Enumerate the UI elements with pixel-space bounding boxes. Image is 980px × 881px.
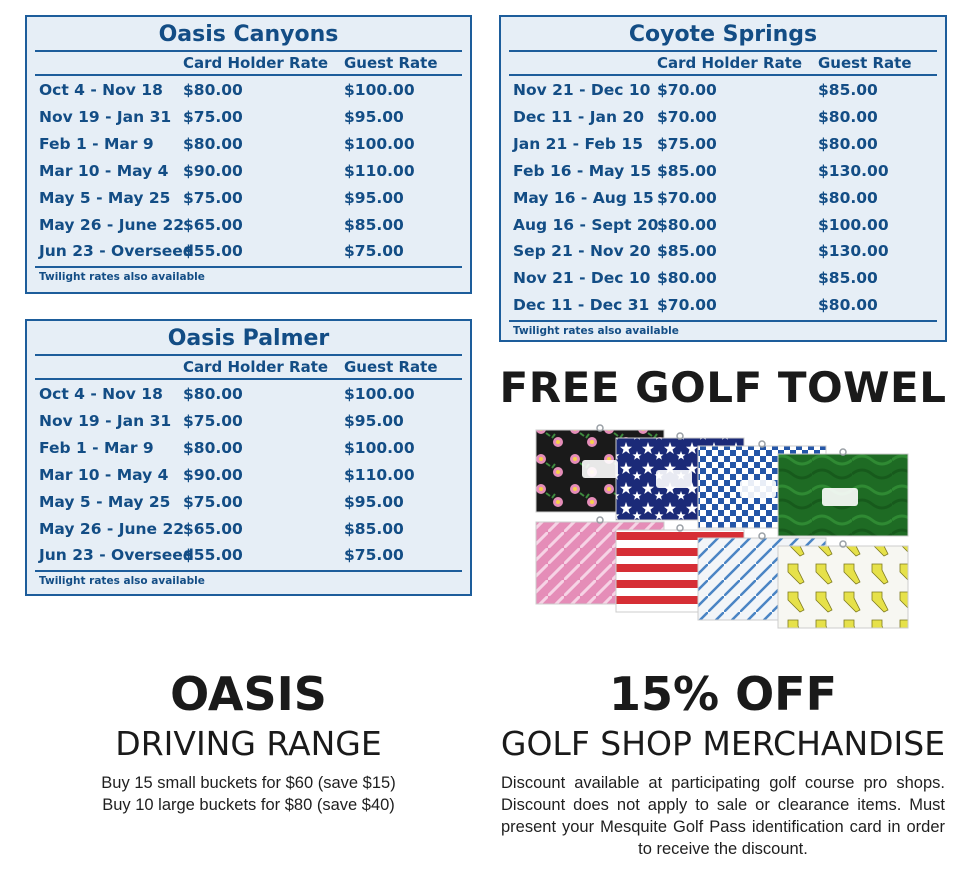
row-guest-rate: $85.00 bbox=[344, 519, 404, 538]
row-dates: May 26 - June 22 bbox=[39, 215, 185, 234]
table-row bbox=[509, 131, 937, 158]
small-bucket-offer: Buy 15 small buckets for $60 (save $15) bbox=[101, 774, 396, 792]
table-row bbox=[35, 435, 462, 462]
free-towel-heading: FREE GOLF TOWEL bbox=[499, 363, 947, 412]
table-row bbox=[509, 292, 937, 319]
row-dates: Oct 4 - Nov 18 bbox=[39, 81, 163, 99]
table-row bbox=[509, 185, 937, 212]
row-guest-rate: $75.00 bbox=[344, 242, 404, 261]
card-title: Oasis Canyons bbox=[35, 21, 462, 52]
row-guest-rate: $95.00 bbox=[344, 411, 404, 430]
row-guest-rate: $75.00 bbox=[344, 546, 404, 565]
row-guest-rate: $80.00 bbox=[818, 134, 878, 153]
row-card-rate: $70.00 bbox=[657, 188, 717, 207]
card-title: Oasis Palmer bbox=[35, 325, 462, 356]
row-dates: Dec 11 - Jan 20 bbox=[513, 107, 644, 126]
row-guest-rate: $85.00 bbox=[818, 269, 878, 288]
row-card-rate: $80.00 bbox=[183, 134, 243, 153]
row-guest-rate: $110.00 bbox=[344, 161, 415, 180]
row-dates: May 5 - May 25 bbox=[39, 492, 171, 511]
table-row bbox=[509, 238, 937, 265]
row-card-rate: $75.00 bbox=[183, 188, 243, 207]
row-guest-rate: $130.00 bbox=[818, 242, 889, 261]
row-dates: Feb 16 - May 15 bbox=[513, 161, 652, 180]
row-dates: May 5 - May 25 bbox=[39, 188, 171, 207]
twilight-note: Twilight rates also available bbox=[39, 271, 205, 284]
towel-yellow-map bbox=[778, 546, 908, 628]
row-dates: Nov 21 - Dec 10 bbox=[513, 269, 651, 288]
driving-range-title: OASIS bbox=[170, 667, 327, 721]
row-card-rate: $80.00 bbox=[183, 81, 243, 99]
table-row bbox=[35, 462, 462, 489]
row-dates: Nov 19 - Jan 31 bbox=[39, 107, 172, 126]
table-row bbox=[35, 238, 462, 265]
row-guest-rate: $80.00 bbox=[818, 188, 878, 207]
row-dates: Jan 21 - Feb 15 bbox=[513, 134, 643, 153]
rate-card-coyote-springs bbox=[499, 15, 947, 342]
row-card-rate: $55.00 bbox=[183, 242, 243, 261]
row-guest-rate: $100.00 bbox=[344, 385, 415, 403]
row-guest-rate: $100.00 bbox=[818, 215, 889, 234]
table-row bbox=[35, 77, 462, 104]
row-card-rate: $80.00 bbox=[183, 438, 243, 457]
row-guest-rate: $100.00 bbox=[344, 438, 415, 457]
golf-towels-image bbox=[532, 420, 918, 632]
row-dates: Feb 1 - Mar 9 bbox=[39, 438, 154, 457]
row-dates: May 26 - June 22 bbox=[39, 519, 185, 538]
row-guest-rate: $95.00 bbox=[344, 188, 404, 207]
column-headers bbox=[35, 52, 462, 76]
col-guest-rate: Guest Rate bbox=[344, 358, 438, 376]
row-card-rate: $75.00 bbox=[183, 492, 243, 511]
column-headers bbox=[35, 356, 462, 380]
row-dates: Aug 16 - Sept 20 bbox=[513, 215, 659, 234]
table-row bbox=[35, 185, 462, 212]
row-dates: Nov 21 - Dec 10 bbox=[513, 81, 651, 99]
table-row bbox=[35, 131, 462, 158]
row-dates: Feb 1 - Mar 9 bbox=[39, 134, 154, 153]
row-guest-rate: $100.00 bbox=[344, 134, 415, 153]
table-row bbox=[35, 381, 462, 408]
table-row bbox=[509, 158, 937, 185]
row-guest-rate: $95.00 bbox=[344, 107, 404, 126]
rate-rows bbox=[35, 380, 462, 572]
row-card-rate: $70.00 bbox=[657, 107, 717, 126]
row-card-rate: $85.00 bbox=[657, 161, 717, 180]
column-headers bbox=[509, 52, 937, 76]
rate-card-oasis-palmer bbox=[25, 319, 472, 596]
row-card-rate: $80.00 bbox=[657, 269, 717, 288]
row-guest-rate: $130.00 bbox=[818, 161, 889, 180]
row-dates: Jun 23 - Overseed bbox=[39, 242, 194, 261]
row-card-rate: $65.00 bbox=[183, 215, 243, 234]
row-dates: Nov 19 - Jan 31 bbox=[39, 411, 172, 430]
table-row bbox=[35, 158, 462, 185]
discount-title: 15% OFF bbox=[608, 667, 838, 721]
large-bucket-offer: Buy 10 large buckets for $80 (save $40) bbox=[102, 796, 395, 814]
row-guest-rate: $80.00 bbox=[818, 107, 878, 126]
row-card-rate: $90.00 bbox=[183, 465, 243, 484]
row-guest-rate: $100.00 bbox=[344, 81, 415, 99]
table-row bbox=[509, 212, 937, 239]
row-card-rate: $55.00 bbox=[183, 546, 243, 565]
table-row bbox=[35, 542, 462, 569]
row-dates: Mar 10 - May 4 bbox=[39, 161, 169, 180]
table-row bbox=[35, 516, 462, 543]
driving-range-offers bbox=[25, 772, 472, 816]
row-guest-rate: $85.00 bbox=[344, 215, 404, 234]
col-card-holder-rate: Card Holder Rate bbox=[183, 358, 329, 376]
row-card-rate: $80.00 bbox=[657, 215, 717, 234]
row-dates: Sep 21 - Nov 20 bbox=[513, 242, 651, 261]
table-row bbox=[35, 104, 462, 131]
table-row bbox=[35, 212, 462, 239]
row-guest-rate: $80.00 bbox=[818, 296, 878, 315]
discount-details: Discount available at participating golf course pro shops. Discount does not apply to sale or clearance items. Must present your Mesquite Golf Pass identification card in order to receive the discount. bbox=[501, 774, 945, 858]
row-card-rate: $70.00 bbox=[657, 81, 717, 99]
row-dates: Jun 23 - Overseed bbox=[39, 546, 194, 565]
row-dates: Mar 10 - May 4 bbox=[39, 465, 169, 484]
card-title: Coyote Springs bbox=[509, 21, 937, 52]
row-guest-rate: $110.00 bbox=[344, 465, 415, 484]
table-row bbox=[509, 265, 937, 292]
row-dates: Dec 11 - Dec 31 bbox=[513, 296, 650, 315]
twilight-note: Twilight rates also available bbox=[513, 325, 679, 338]
row-card-rate: $85.00 bbox=[657, 242, 717, 261]
row-card-rate: $70.00 bbox=[657, 296, 717, 315]
rate-rows bbox=[509, 76, 937, 322]
rate-rows bbox=[35, 76, 462, 268]
row-dates: May 16 - Aug 15 bbox=[513, 188, 654, 207]
row-card-rate: $80.00 bbox=[183, 385, 243, 403]
table-row bbox=[35, 408, 462, 435]
row-card-rate: $75.00 bbox=[183, 107, 243, 126]
col-card-holder-rate: Card Holder Rate bbox=[183, 54, 329, 72]
table-row bbox=[509, 104, 937, 131]
row-card-rate: $65.00 bbox=[183, 519, 243, 538]
rate-card-oasis-canyons bbox=[25, 15, 472, 294]
row-card-rate: $75.00 bbox=[183, 411, 243, 430]
row-card-rate: $75.00 bbox=[657, 134, 717, 153]
col-guest-rate: Guest Rate bbox=[818, 54, 912, 72]
row-dates: Oct 4 - Nov 18 bbox=[39, 385, 163, 403]
row-guest-rate: $95.00 bbox=[344, 492, 404, 511]
twilight-note: Twilight rates also available bbox=[39, 575, 205, 588]
col-guest-rate: Guest Rate bbox=[344, 54, 438, 72]
discount-subtitle: GOLF SHOP MERCHANDISE bbox=[500, 724, 946, 763]
driving-range-subtitle: DRIVING RANGE bbox=[115, 724, 382, 763]
row-card-rate: $90.00 bbox=[183, 161, 243, 180]
col-card-holder-rate: Card Holder Rate bbox=[657, 54, 803, 72]
table-row bbox=[35, 489, 462, 516]
table-row bbox=[509, 77, 937, 104]
row-guest-rate: $85.00 bbox=[818, 81, 878, 99]
